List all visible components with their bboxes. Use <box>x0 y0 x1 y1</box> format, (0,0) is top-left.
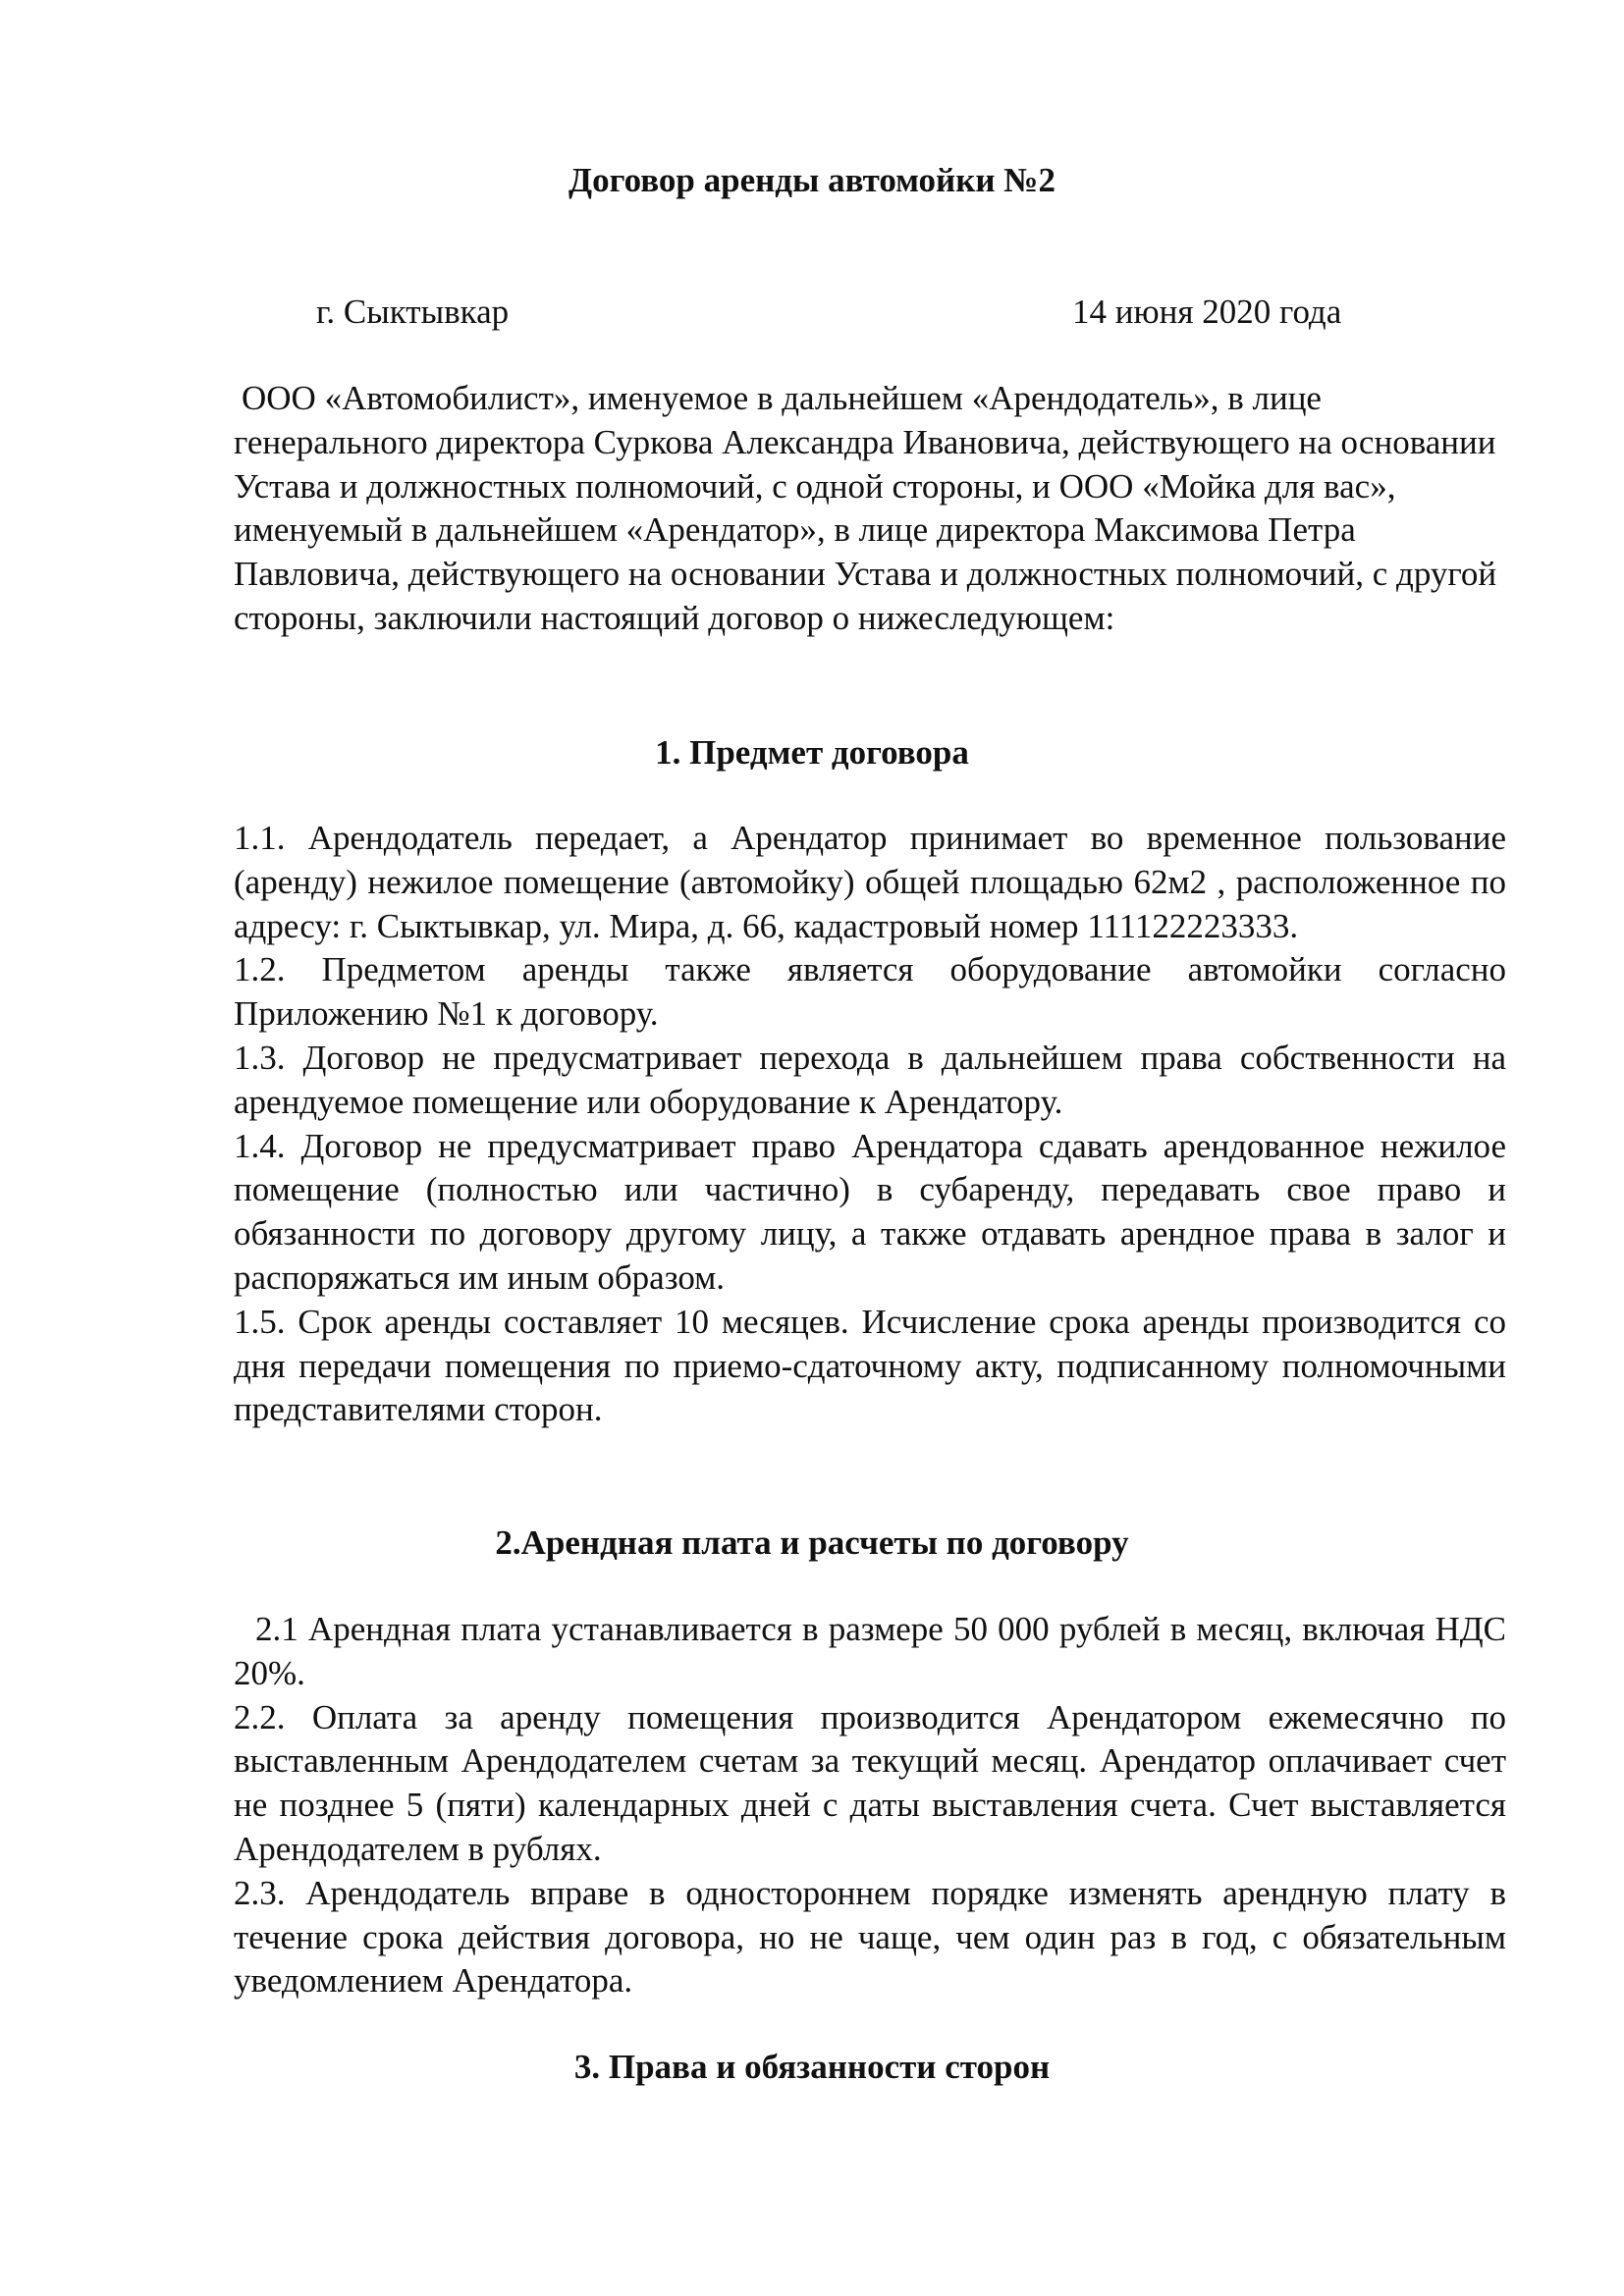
section-3-heading: 3. Права и обязанности сторон <box>573 2048 1051 2086</box>
document-city: г. Сыктывкар <box>316 293 510 331</box>
clause-1-5: 1.5. Срок аренды составляет 10 месяцев. Исчисление срока аренды производится со дня передачи помещения по приемо-сдаточному акту, подписанному полномочными представителями сторон. <box>234 1302 1506 1429</box>
section-2-heading: 2.Арендная плата и расчеты по договору <box>495 1523 1129 1562</box>
section-2-body <box>234 1608 1506 2003</box>
section-1-body <box>234 817 1506 1432</box>
clause-1-4: 1.4. Договор не предусматривает право Арендатора сдавать арендованное нежилое помещение (полностью или частично) в субаренду, передавать свое право и обязанности по договору другому лицу, а также отдавать арендное права в залог и распоряжаться им иным образом. <box>234 1126 1506 1297</box>
intro-paragraph: ООО «Автомобилист», именуемое в дальнейшем «Арендодатель», в лице генерального директора Суркова Александра Ивановича, действующего на основании Устава и должностных полномочий, с одной стороны, и ООО «Мойка для вас», именуемый в дальнейшем «Арендатор», в лице директора Максимова Петра Павловича, действующего на основании Устава и должностных полномочий, с другой стороны, заключили настоящий договор о нижеследующем: <box>234 379 1497 637</box>
clause-2-2: 2.2. Оплата за аренду помещения производится Арендатором ежемесячно по выставленным Арендодателем счетам за текущий месяц. Арендатор оплачивает счет не позднее 5 (пяти) календарных дней с даты выставления счета. Счет выставляется Арендодателем в рублях. <box>234 1697 1506 1868</box>
clause-1-2: 1.2. Предметом аренды также является оборудование автомойки согласно Приложению №1 к договору. <box>234 950 1506 1034</box>
clause-2-1: 2.1 Арендная плата устанавливается в размере 50 000 рублей в месяц, включая НДС 20%. <box>234 1610 1506 1692</box>
clause-2-3: 2.3. Арендодатель вправе в одностороннем порядке изменять арендную плату в течение срока действия договора, но не чаще, чем один раз в год, с обязательным уведомлением Арендатора. <box>234 1873 1506 2001</box>
document-title: Договор аренды автомойки №2 <box>568 161 1056 199</box>
clause-1-3: 1.3. Договор не предусматривает перехода в дальнейшем права собственности на арендуемое помещение или оборудование к Арендатору. <box>234 1038 1506 1121</box>
document-date: 14 июня 2020 года <box>1072 293 1342 331</box>
section-1-heading: 1. Предмет договора <box>655 733 969 772</box>
clause-1-1: 1.1. Арендодатель передает, а Арендатор принимает во временное пользование (аренду) нежилое помещение (автомойку) общей площадью 62м2 , расположенное по адресу: г. Сыктывкар, ул. Мира, д. 66, кадастровый номер 111122223333. <box>234 819 1506 945</box>
